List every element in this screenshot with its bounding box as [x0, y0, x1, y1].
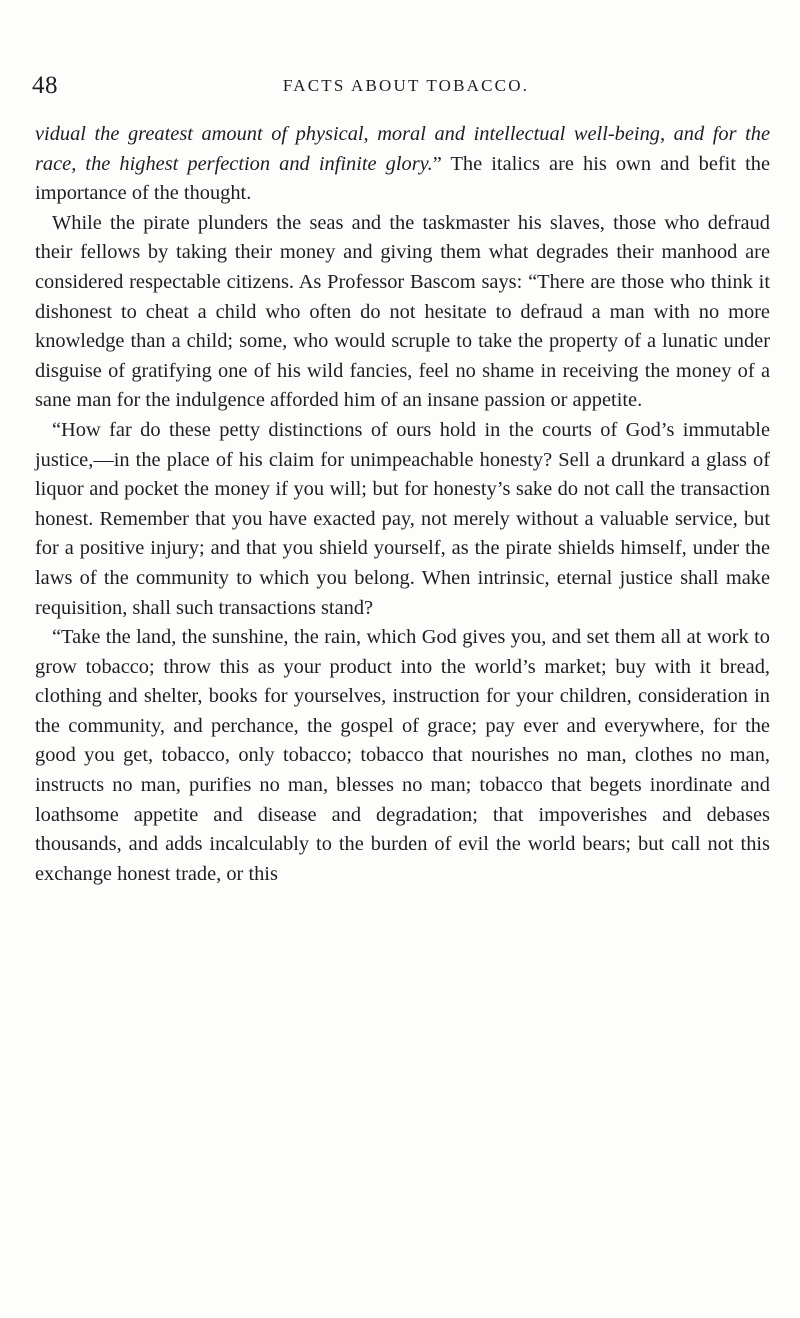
paragraph-justice: “How far do these petty distinctions of ours hold in the courts of God’s immutable justice,—in the place of his claim for unimpeachable honesty? Sell a drunkard a glass of liquor and pocket the money if you will; but for honesty’s sake do not call the transaction honest. Remember that you have exacted pay, not merely without a valuable service, but for a positive injury; and that you shield yourself, as the pirate shields himself, under the laws of the community to which you belong. When intrinsic, eternal justice shall make requisition, shall such transactions stand? [35, 418, 770, 619]
paragraph-pirate: While the pirate plunders the seas and the taskmaster his slaves, those who defraud their fellows by taking their money and giving them what degrades their manhood are considered respectable citizens. As Professor Bascom says: “There are those who think it dishonest to cheat a child who often do not hesitate to defraud a man with no more knowledge than a child; some, who would scruple to take the property of a lunatic under disguise of gratifying one of his wild fancies, feel no shame in receiving the money of a sane man for the indulgence afforded him of an insane passion or appetite. [35, 211, 770, 412]
body-text [35, 120, 770, 889]
paragraph-continuation-tail: ” The italics are his own and befit the importance of the thought. [35, 152, 770, 205]
running-head [32, 72, 760, 106]
paragraph-tobacco-trade: “Take the land, the sunshine, the rain, which God gives you, and set them all at work to grow tobacco; throw this as your product into the world’s market; buy with it bread, clothing and shelter, books for yourselves, instruction for your children, consideration in the community, and perchance, the gospel of grace; pay ever and everywhere, for the good you get, tobacco, only tobacco; tobacco that nourishes no man, clothes no man, instructs no man, purifies no man, blesses no man; tobacco that begets inordinate and loathsome appetite and disease and degradation; that impoverishes and debases thousands, and adds incalculably to the burden of evil the world bears; but call not this exchange honest trade, or this [35, 626, 770, 885]
italic-quotation: vidual the greatest amount of physical, moral and intellectual well-being, and for the race, the highest perfection and infinite glory. [35, 123, 770, 175]
page-number: 48 [32, 72, 58, 99]
running-title: FACTS ABOUT TOBACCO. [282, 76, 530, 95]
paragraph-continuation [35, 120, 770, 209]
